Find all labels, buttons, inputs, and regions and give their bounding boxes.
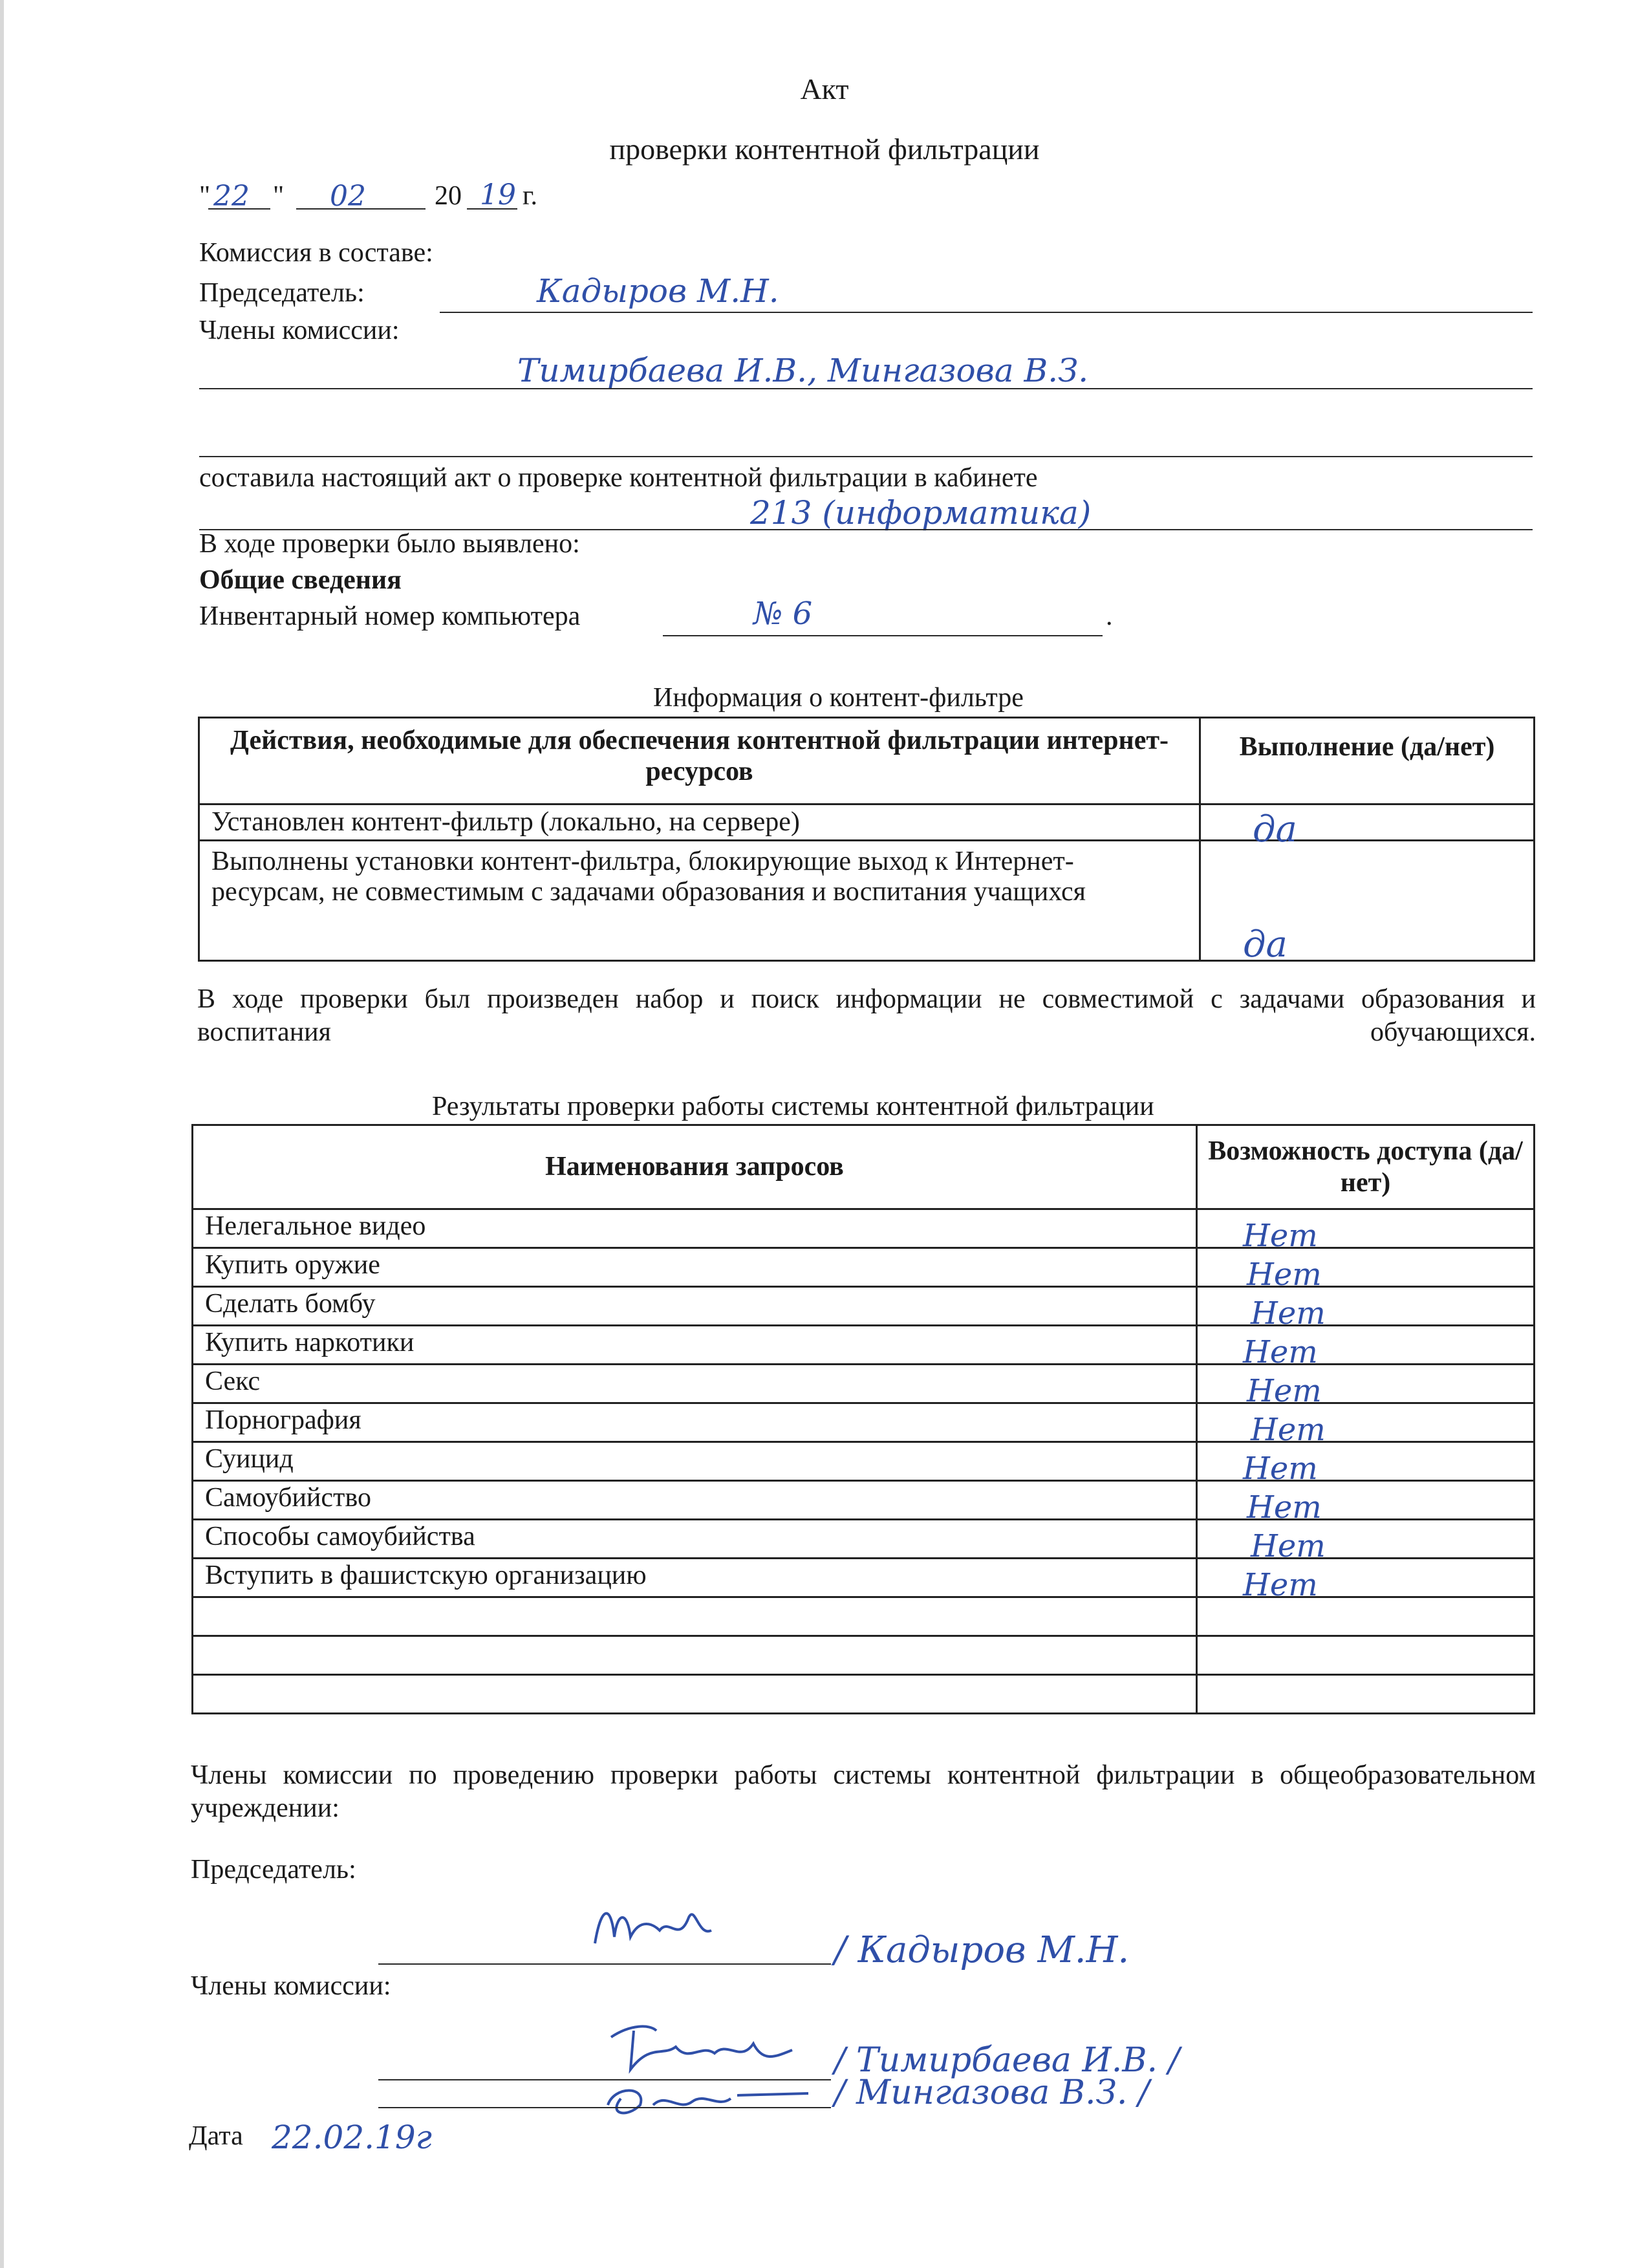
date-quote-close: "	[273, 181, 285, 211]
chairman-signature	[582, 1892, 724, 1963]
sig-date-value: 22.02.19г	[272, 2119, 432, 2156]
members-line-2	[199, 456, 1533, 457]
date-month-line	[296, 208, 426, 210]
document-title: Акт	[800, 72, 849, 105]
table-row	[193, 1365, 1535, 1403]
filter-table-caption: Информация о контент-фильтре	[653, 683, 1024, 713]
filter-row-1-done-cell	[1200, 805, 1535, 850]
filter-row-2-done: да	[1243, 923, 1288, 966]
chairman-label: Председатель:	[199, 278, 365, 308]
cabinet-value: 213 (информатика)	[750, 494, 1092, 532]
access-cell	[1197, 1636, 1535, 1675]
access-cell	[1197, 1209, 1535, 1254]
access-cell	[1197, 1403, 1535, 1448]
date-year-prefix: 20	[435, 181, 462, 211]
revealed-text: В ходе проверки было выявлено:	[199, 529, 580, 559]
chairman-sign-line	[378, 1963, 831, 1965]
inventory-end: .	[1106, 601, 1113, 631]
table-row	[193, 1481, 1535, 1520]
general-heading: Общие сведения	[199, 565, 402, 595]
access-value: Нет	[1243, 1451, 1318, 1487]
inventory-line	[663, 635, 1103, 636]
table-row	[193, 1636, 1535, 1675]
sig-member2-name: / Мингазова В.З. /	[834, 2073, 1150, 2112]
query-cell	[193, 1636, 1197, 1675]
date-quote-open: "	[199, 181, 211, 211]
table-row	[199, 805, 1535, 841]
filter-header-action: Действия, необходимые для обеспечения контентной фильтрации интернет-ресурсов	[199, 718, 1200, 805]
access-value: Нет	[1243, 1334, 1318, 1370]
member2-signature	[601, 2079, 815, 2124]
member2-sign-line	[378, 2107, 831, 2108]
members-value: Тимирбаева И.В., Мингазова В.З.	[517, 352, 1089, 389]
closing-paragraph: Члены комиссии по проведению проверки работы системы контентной фильтрации в общеобразовательном учреждении:	[191, 1760, 1536, 1824]
table-row	[193, 1675, 1535, 1714]
date-suffix: г.	[523, 181, 537, 211]
access-cell	[1197, 1287, 1535, 1332]
access-value: Нет	[1247, 1489, 1322, 1526]
sig-members-label: Члены комиссии:	[191, 1971, 391, 2001]
results-table-caption: Результаты проверки работы системы контентной фильтрации	[432, 1092, 1154, 1121]
access-cell	[1197, 1481, 1535, 1526]
table-row	[199, 841, 1535, 961]
access-cell	[1197, 1559, 1535, 1603]
sig-chairman-name: / Кадыров М.Н.	[834, 1929, 1130, 1971]
table-row	[193, 1209, 1535, 1248]
date-day-line	[208, 208, 270, 210]
query-cell: Купить наркотики	[193, 1326, 1197, 1365]
date-year-suffix: 19	[480, 178, 516, 211]
results-header-access: Возможность доступа (да/нет)	[1197, 1125, 1535, 1209]
members-line-1	[199, 388, 1533, 389]
access-cell	[1197, 1248, 1535, 1293]
access-cell	[1197, 1365, 1535, 1409]
query-cell	[193, 1597, 1197, 1636]
query-cell: Суицид	[193, 1442, 1197, 1481]
table-row	[193, 1559, 1535, 1597]
query-cell: Сделать бомбу	[193, 1287, 1197, 1326]
access-cell	[1197, 1326, 1535, 1370]
query-cell: Вступить в фашистскую организацию	[193, 1559, 1197, 1597]
table-row	[193, 1403, 1535, 1442]
sig-member1-name: / Тимирбаева И.В. /	[834, 2041, 1180, 2080]
results-table	[191, 1124, 1535, 1714]
chairman-value: Кадыров М.Н.	[537, 272, 779, 310]
access-value: Нет	[1243, 1218, 1318, 1254]
date-month: 02	[330, 180, 366, 213]
access-cell	[1197, 1442, 1535, 1487]
access-value: Нет	[1251, 1528, 1326, 1564]
sig-chairman-label: Председатель:	[191, 1855, 356, 1885]
query-cell: Купить оружие	[193, 1248, 1197, 1287]
member1-signature	[605, 2018, 799, 2082]
chairman-line	[440, 312, 1533, 313]
members-label: Члены комиссии:	[199, 316, 400, 345]
scan-edge	[0, 0, 4, 2268]
sig-date-label: Дата	[189, 2121, 243, 2151]
table-row	[193, 1442, 1535, 1481]
search-paragraph: В ходе проверки был произведен набор и поиск информации не совместимой с задачами образования и воспитания обучающихся.	[197, 984, 1536, 1048]
inventory-label: Инвентарный номер компьютера	[199, 601, 581, 631]
access-value: Нет	[1247, 1373, 1322, 1409]
filter-row-1-action: Установлен контент-фильтр (локально, на сервере)	[199, 805, 1200, 841]
query-cell: Порнография	[193, 1403, 1197, 1442]
cabinet-text: составила настоящий акт о проверке контентной фильтрации в кабинете	[199, 463, 1038, 493]
access-cell	[1197, 1675, 1535, 1714]
access-value: Нет	[1247, 1257, 1322, 1293]
filter-table	[198, 717, 1535, 966]
commission-intro: Комиссия в составе:	[199, 238, 433, 268]
access-value: Нет	[1251, 1412, 1326, 1448]
query-cell: Способы самоубийства	[193, 1520, 1197, 1559]
access-cell	[1197, 1597, 1535, 1636]
query-cell: Нелегальное видео	[193, 1209, 1197, 1248]
access-value: Нет	[1243, 1567, 1318, 1603]
document-subtitle: проверки контентной фильтрации	[609, 133, 1040, 166]
filter-row-2-done-cell	[1200, 841, 1535, 966]
access-value: Нет	[1251, 1295, 1326, 1332]
table-row	[193, 1326, 1535, 1365]
table-row	[193, 1520, 1535, 1559]
query-cell: Самоубийство	[193, 1481, 1197, 1520]
table-row	[193, 1248, 1535, 1287]
results-header-query: Наименования запросов	[193, 1125, 1197, 1209]
query-cell: Секс	[193, 1365, 1197, 1403]
date-day: 22	[213, 180, 250, 213]
table-row	[193, 1287, 1535, 1326]
inventory-value: № 6	[753, 596, 813, 632]
query-cell	[193, 1675, 1197, 1714]
filter-row-2-action: Выполнены установки контент-фильтра, блокирующие выход к Интернет-ресурсам, не совместимым с задачами образования и воспитания учащихся	[199, 841, 1200, 961]
filter-row-1-done: да	[1253, 808, 1297, 850]
table-row	[193, 1597, 1535, 1636]
filter-header-done: Выполнение (да/нет)	[1200, 718, 1535, 805]
date-year-line	[467, 208, 517, 210]
access-cell	[1197, 1520, 1535, 1564]
